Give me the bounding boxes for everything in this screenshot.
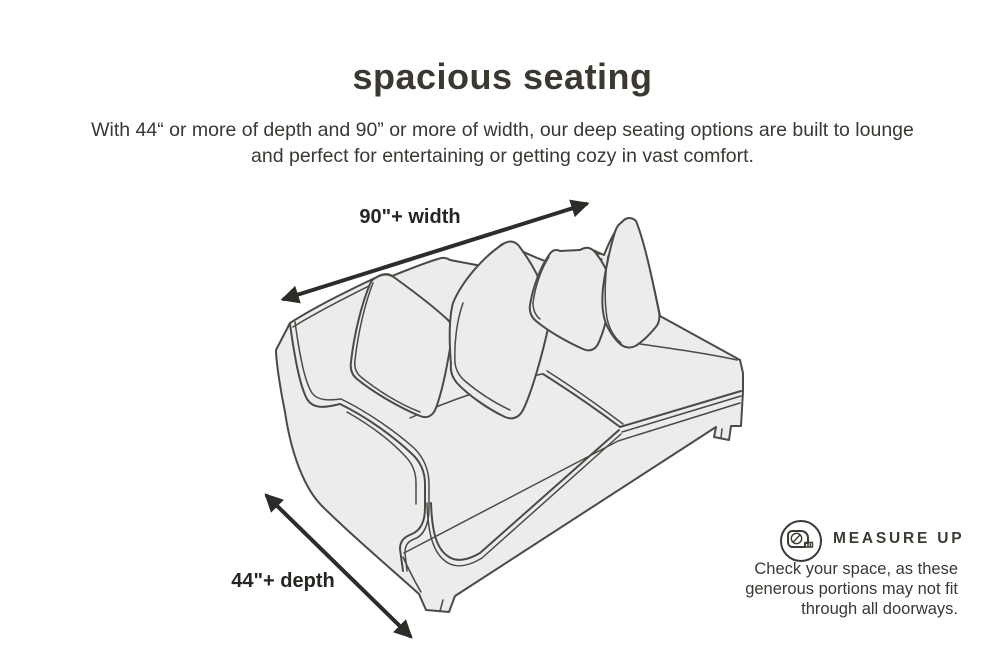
measure-up-note-line1: Check your space, as these (754, 560, 958, 578)
measure-up-note-line2: generous portions may not fit (745, 580, 958, 598)
page-title: spacious seating (352, 56, 653, 97)
width-dimension-label: 90"+ width (359, 206, 461, 228)
measure-up-note (698, 559, 958, 619)
intro-text-line1: With 44“ or more of depth and 90” or more of width, our deep seating options are built to lounge (91, 119, 914, 141)
depth-dimension-label: 44"+ depth (231, 570, 335, 592)
measure-up-heading: MEASURE UP (833, 530, 965, 547)
tape-measure-icon (779, 519, 823, 563)
intro-text-line2: and perfect for entertaining or getting cozy in vast comfort. (251, 145, 754, 167)
measure-up-note-line3: through all doorways. (801, 600, 958, 618)
